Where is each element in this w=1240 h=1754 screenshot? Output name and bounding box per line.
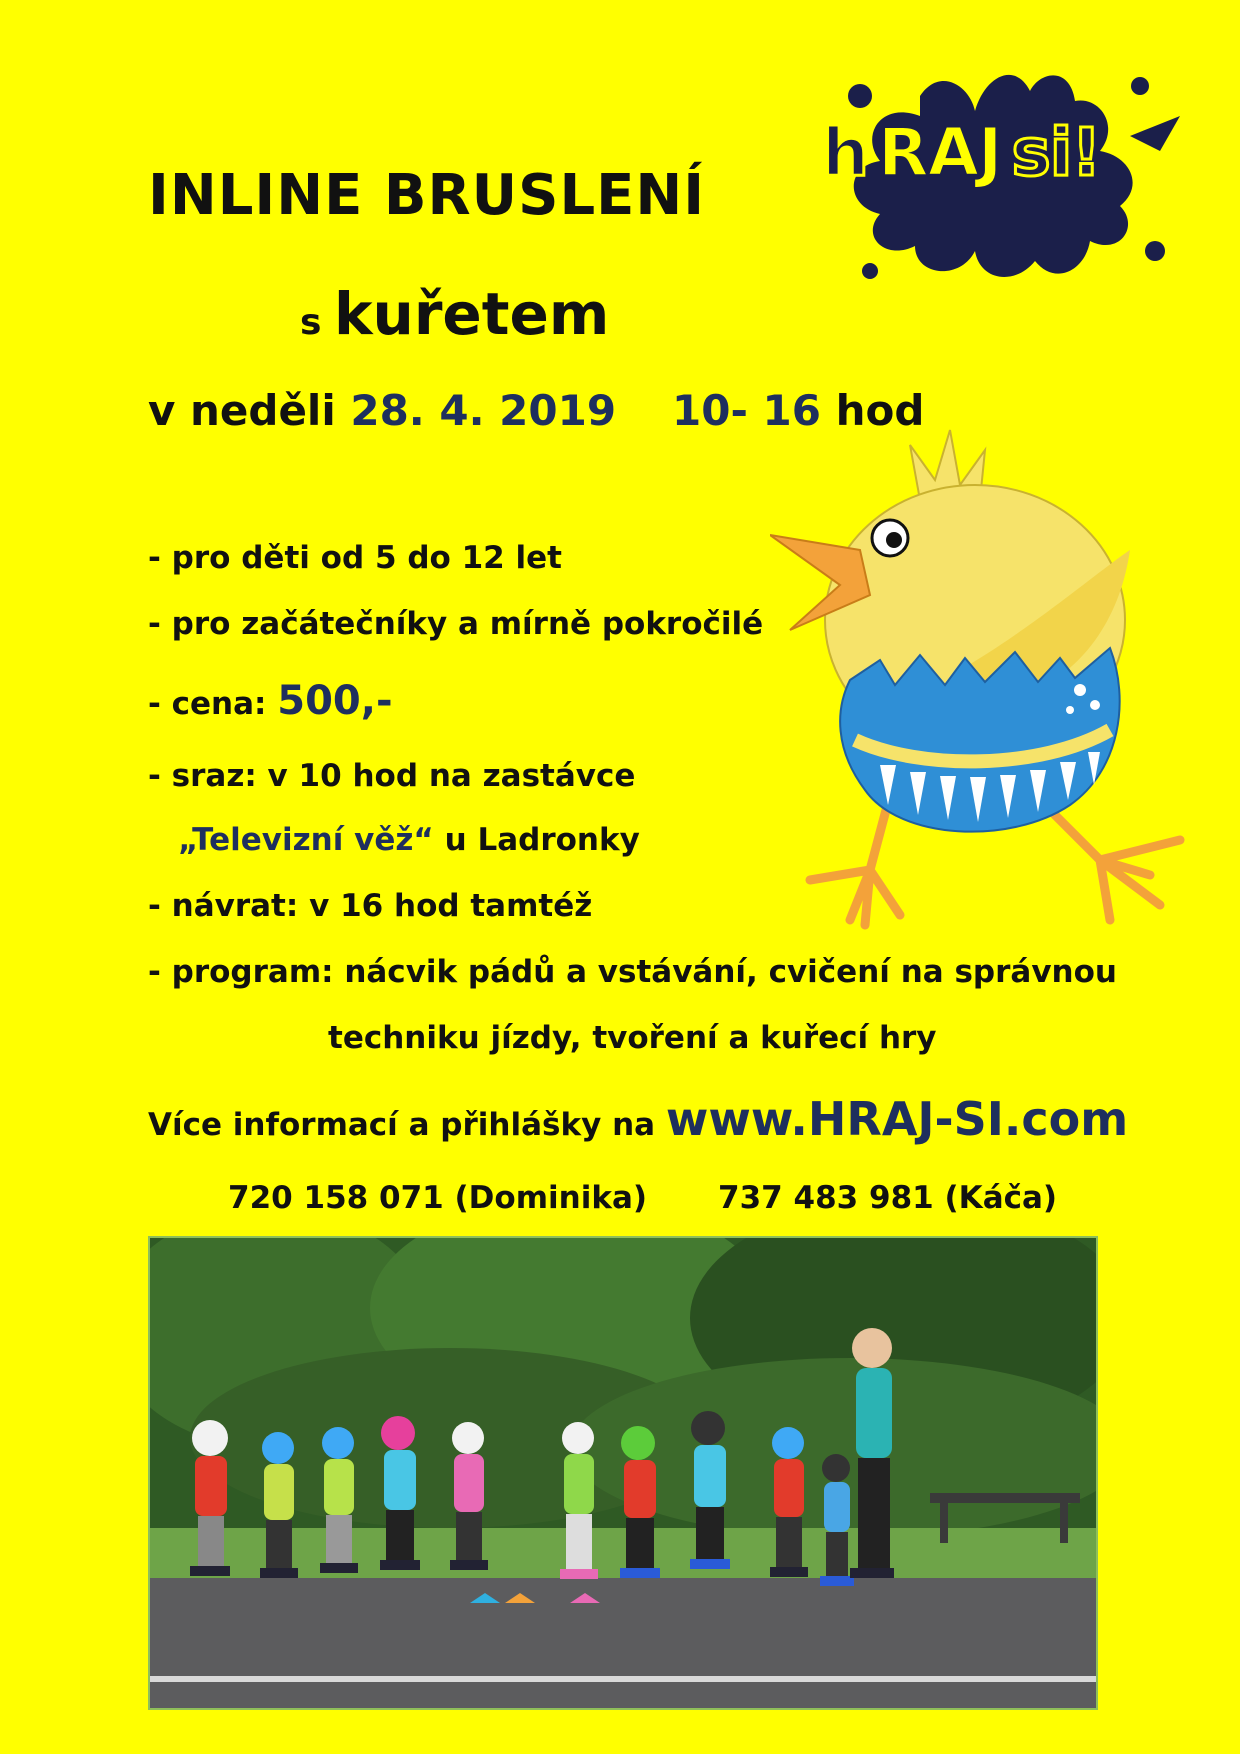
date-value: 28. 4. 2019 (350, 386, 617, 435)
detail-age: - pro děti od 5 do 12 let (148, 540, 563, 576)
chick-in-egg-graphic (770, 420, 1210, 960)
contact-dominika: 720 158 071 (Dominika) (228, 1180, 648, 1216)
poster-subtitle (300, 280, 609, 348)
more-info (148, 1092, 1128, 1146)
logo-text-h: h (822, 114, 868, 191)
event-date (148, 386, 616, 435)
subtitle-main: kuřetem (333, 280, 610, 348)
hrajsi-logo (800, 56, 1200, 296)
day-label: v neděli (148, 386, 351, 435)
detail-program: - program: nácvik pádů a vstávání, cvičení na správnou (148, 954, 1117, 990)
contact-kaca: 737 483 981 (Káča) (718, 1180, 1058, 1216)
price-value: 500,- (277, 678, 393, 724)
poster-title: INLINE BRUSLENÍ (148, 163, 706, 228)
logo-text-si: si! (1011, 114, 1101, 191)
detail-return: - návrat: v 16 hod tamtéž (148, 888, 593, 924)
detail-program-continued: techniku jízdy, tvoření a kuřecí hry (328, 1020, 937, 1056)
photo-children-inline-skating (148, 1236, 1098, 1710)
chick-illustration (770, 420, 1210, 960)
detail-level: - pro začátečníky a mírně pokročilé (148, 606, 764, 642)
skating-photo-graphic (150, 1238, 1096, 1708)
website-link[interactable]: www.HRAJ-SI.com (665, 1092, 1129, 1146)
logo-text-raj: RAJ (878, 114, 1002, 191)
detail-meeting: - sraz: v 10 hod na zastávce (148, 758, 636, 794)
price-label: - cena: (148, 686, 278, 722)
detail-price (148, 678, 393, 724)
time-numbers: 10- 16 (672, 386, 821, 435)
more-info-label: Více informací a přihlášky na (148, 1107, 666, 1143)
time-unit: hod (820, 386, 925, 435)
meeting-stop-name: „Televizní věž“ (178, 822, 434, 858)
detail-meeting-place (178, 822, 640, 858)
subtitle-prefix: s (300, 302, 334, 343)
meeting-stop-suffix: u Ladronky (433, 822, 640, 858)
